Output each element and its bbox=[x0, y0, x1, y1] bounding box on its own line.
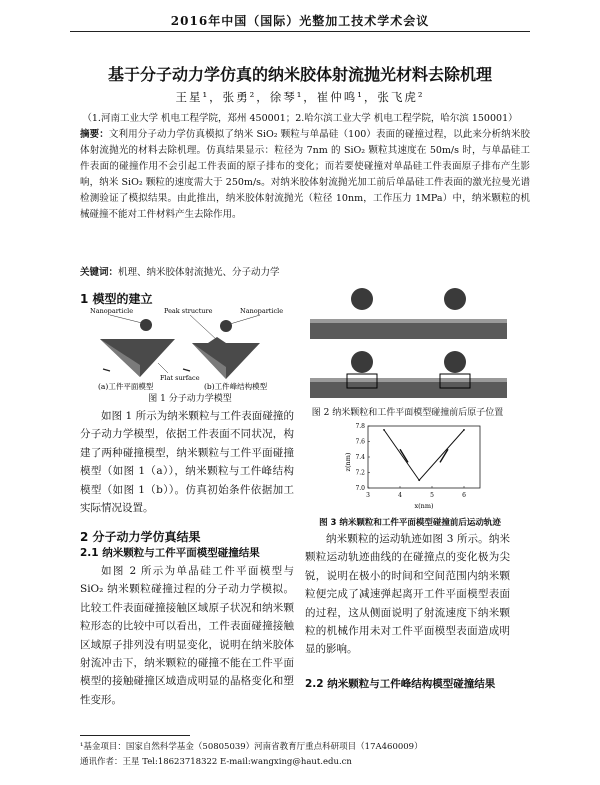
figure-3-caption: 图 3 纳米颗粒和工件平面模型碰撞前后运动轨迹 bbox=[319, 518, 501, 528]
fig1-sub-a: (a)工件平面模型 bbox=[98, 382, 154, 391]
chart-point bbox=[463, 429, 465, 431]
chart-y-tick-label: 7.6 bbox=[355, 438, 365, 446]
chart-frame bbox=[368, 426, 480, 488]
fig2-bottom-particle-left bbox=[351, 351, 373, 373]
fig1-label-peak: Peak structure bbox=[164, 307, 213, 315]
figure-1 bbox=[80, 305, 300, 400]
fig2-top-particle-right bbox=[444, 288, 466, 310]
affiliation: （1.河南工业大学 机电工程学院，郑州 450001；2.哈尔滨工业大学 机电工程学院，哈尔滨 150001） bbox=[82, 113, 518, 124]
keywords-label: 关键词： bbox=[80, 267, 119, 278]
keywords-text: 机理、纳米胶体射流抛光、分子动力学 bbox=[118, 267, 280, 278]
figure-1-caption: 图 1 分子动力学模型 bbox=[148, 394, 232, 404]
fig1-label-flat: Flat surface bbox=[160, 374, 200, 382]
figure-1-drawing bbox=[80, 305, 300, 400]
header-rule bbox=[70, 31, 530, 32]
chart-y-tick-label: 7.2 bbox=[355, 469, 365, 477]
abstract bbox=[80, 127, 530, 223]
chart-y-tick-label: 7.4 bbox=[355, 454, 365, 461]
fig1-label-nanoparticle-left: Nanoparticle bbox=[90, 307, 134, 315]
section-1-heading: 1 模型的建立 bbox=[80, 292, 153, 306]
chart-x-tick-label: 4 bbox=[398, 492, 402, 499]
right-column-paragraph: 纳米颗粒的运动轨迹如图 3 所示。纳米颗粒运动轨迹曲线的在碰撞点的变化极为尖锐，说明在极小的时间和空间范围内纳米颗粒便完成了减速弹起离开工件平面模型表面的过程，这从侧面说明了射流速度下纳米颗粒的机械作用未对工件平面模型表面造成明显的影响。 bbox=[305, 533, 510, 656]
figure-3-svg bbox=[330, 420, 490, 510]
chart-direction-arrow bbox=[400, 449, 408, 462]
section-2-1-heading: 2.1 纳米颗粒与工件平面模型碰撞结果 bbox=[80, 547, 260, 559]
section-2-2-heading: 2.2 纳米颗粒与工件峰结构模型碰撞结果 bbox=[305, 678, 496, 690]
chart-y-tick-label: 7.8 bbox=[355, 423, 365, 430]
abstract-text: 文利用分子动力学仿真模拟了纳米 SiO₂ 颗粒与单晶硅（100）表面的碰撞过程，以此来分析纳米胶体射流抛光的材料去除机理。仿真结果显示：粒径为 7nm 的 SiO₂ 颗粒其速度在 50m/s 时，与单晶硅工件表面的碰撞作用不会引起工件表面的原子排布的变化；而若要使碰撞对单晶硅工件表面原子排布产生影响，纳米 SiO₂ 颗粒的速度需大于 250m/s。对纳米胶体射流抛光加工前后单晶硅工件表面的激光拉曼光谱检测验证了模拟结果。由此推出，纳米胶体射流抛光（粒径 10nm，工作压力 1MPa）中，纳米颗粒的机械碰撞不能对工件材料产生去除作用。 bbox=[80, 129, 530, 220]
chart-x-tick-label: 6 bbox=[462, 492, 466, 499]
section-2-1-paragraph: 如图 2 所示为单晶硅工件平面模型与 SiO₂ 纳米颗粒碰撞过程的分子动力学模拟。比较工件表面碰撞接触区域原子状况和纳米颗粒形态的比较中可以看出，工件表面碰撞接触区域原子排列没有明显变化，说明在纳米胶体射流冲击下，纳米颗粒的碰撞不能在工件平面模型的接触碰撞区域造成明显的晶格变化和塑性变形。 bbox=[80, 565, 294, 706]
figure-3-chart bbox=[330, 420, 490, 510]
footnote-fund: ¹基金项目：国家自然科学基金（50805039）河南省教育厅重点科研项目（17A460009） bbox=[80, 742, 423, 752]
footnote-rule bbox=[80, 735, 190, 736]
fig1-label-nanoparticle-right: Nanoparticle bbox=[240, 307, 284, 315]
chart-y-tick-label: 7.0 bbox=[355, 485, 365, 492]
chart-xlabel: x(nm) bbox=[414, 502, 434, 510]
abstract-label: 摘要： bbox=[80, 129, 109, 140]
figure-2-drawing bbox=[305, 282, 510, 402]
fig2-top-particle-left bbox=[351, 288, 373, 310]
chart-x-tick-label: 5 bbox=[430, 492, 434, 499]
fig1b-particle bbox=[220, 320, 232, 332]
fig1a-particle bbox=[140, 319, 152, 331]
author-list: 王星¹，张勇²，徐琴¹，崔仲鸣¹，张飞虎² bbox=[175, 90, 425, 104]
section-2-heading: 2 分子动力学仿真结果 bbox=[80, 530, 201, 544]
keywords bbox=[80, 264, 530, 278]
fig1-sub-b: (b)工件峰结构模型 bbox=[204, 382, 268, 391]
fig2-bottom-particle-right bbox=[444, 351, 466, 373]
chart-point bbox=[418, 479, 420, 481]
figure-2 bbox=[305, 282, 510, 402]
chart-point bbox=[383, 429, 385, 431]
chart-x-tick-label: 3 bbox=[366, 492, 370, 499]
figure-2-caption: 图 2 纳米颗粒和工件平面模型碰撞前后原子位置 bbox=[311, 408, 504, 418]
footnote-contact: 通讯作者：王星 Tel:18623718322 E-mail:wangxing@haut.edu.cn bbox=[80, 757, 352, 767]
section-1-paragraph: 如图 1 所示为纳米颗粒与工件表面碰撞的分子动力学模型，依据工件表面不同状况，构建了两种碰撞模型，纳米颗粒与工件平面碰撞模型（如图 1（a）），纳米颗粒与工件峰结构模型（如图 1（b））。仿真初始条件依据加工实际情况设置。 bbox=[80, 410, 294, 515]
chart-series-line bbox=[384, 430, 464, 480]
conference-header: 2016年中国（国际）光整加工技术学术会议 bbox=[170, 14, 430, 28]
chart-ylabel: z(nm) bbox=[344, 452, 352, 472]
paper-title: 基于分子动力学仿真的纳米胶体射流抛光材料去除机理 bbox=[107, 65, 492, 84]
